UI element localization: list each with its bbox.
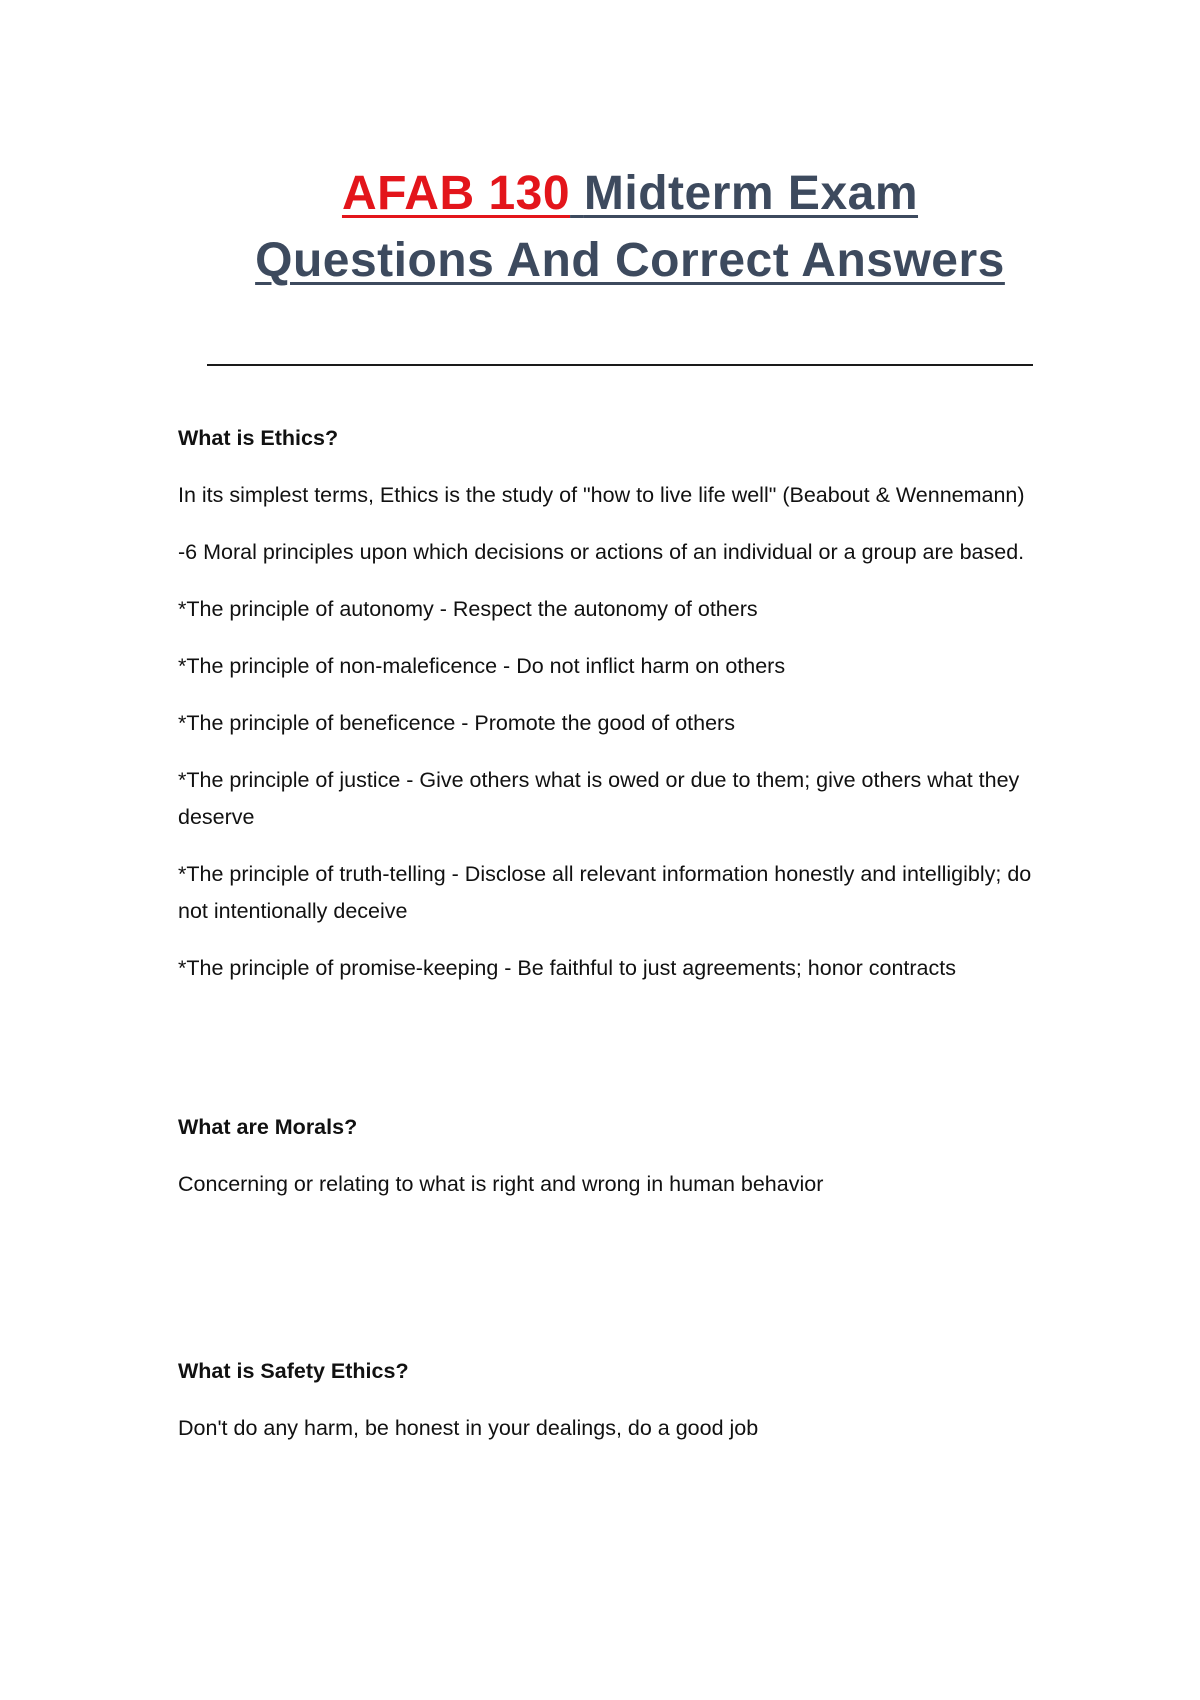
document-body xyxy=(178,420,1038,1467)
title-line2-text: Questions And Correct Answers xyxy=(255,234,1005,287)
title-course-code: AFAB 130 xyxy=(341,167,571,220)
answer-paragraph: Don't do any harm, be honest in your dealings, do a good job xyxy=(178,1416,759,1440)
question-heading: What are Morals? xyxy=(178,1115,358,1139)
answer-paragraph: *The principle of truth-telling - Disclose all relevant information honestly and intelligibly; do not intentionally deceive xyxy=(178,862,1032,923)
title-line1-text: Midterm Exam xyxy=(583,167,919,220)
answer-paragraph: *The principle of promise-keeping - Be faithful to just agreements; honor contracts xyxy=(178,956,956,980)
answer-paragraph: *The principle of beneficence - Promote the good of others xyxy=(178,711,735,735)
section-spacer xyxy=(178,1007,1038,1109)
section-spacer xyxy=(178,1223,1038,1353)
horizontal-divider xyxy=(207,364,1033,366)
qa-section-morals xyxy=(178,1109,1038,1203)
title-line-2 xyxy=(0,227,1200,294)
answer-paragraph: -6 Moral principles upon which decisions or actions of an individual or a group are based. xyxy=(178,540,1025,564)
answer-paragraph: *The principle of autonomy - Respect the autonomy of others xyxy=(178,597,758,621)
answer-paragraph: *The principle of justice - Give others what is owed or due to them; give others what they deserve xyxy=(178,768,1020,829)
title-space xyxy=(570,167,584,220)
qa-section-safety-ethics xyxy=(178,1353,1038,1447)
question-heading: What is Safety Ethics? xyxy=(178,1359,409,1383)
answer-paragraph: In its simplest terms, Ethics is the study of "how to live life well" (Beabout & Wennemann) xyxy=(178,483,1025,507)
qa-section-ethics xyxy=(178,420,1038,987)
title-line-1 xyxy=(0,160,1200,227)
answer-paragraph: *The principle of non-maleficence - Do not inflict harm on others xyxy=(178,654,786,678)
answer-paragraph: Concerning or relating to what is right and wrong in human behavior xyxy=(178,1172,824,1196)
page-title xyxy=(0,160,1200,294)
question-heading: What is Ethics? xyxy=(178,426,339,450)
